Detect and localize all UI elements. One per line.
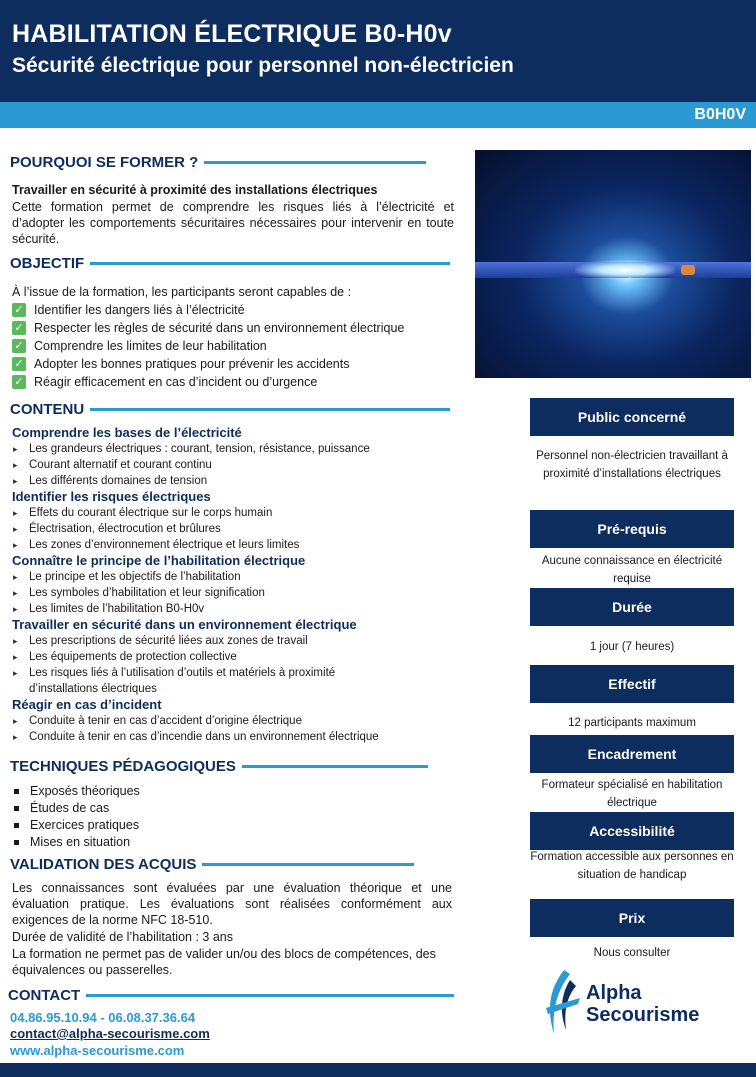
section-validation-label: VALIDATION DES ACQUIS	[10, 856, 197, 873]
section-rule	[202, 863, 414, 866]
contact-phones[interactable]: 04.86.95.10.94 - 06.08.37.36.64	[10, 1010, 196, 1025]
list-item: ▸ Conduite à tenir en cas d’incendie dans un environnement électrique	[12, 729, 462, 745]
contact-email-link[interactable]: contact@alpha-secourisme.com	[10, 1026, 210, 1041]
section-rule	[86, 994, 454, 997]
list-item: Études de cas	[12, 800, 140, 817]
list-item: ▸ Les zones d’environnement électrique et leurs limites	[12, 537, 462, 553]
alpha-logo	[540, 968, 730, 1038]
page-title: HABILITATION ÉLECTRIQUE B0-H0v	[12, 20, 452, 48]
validation-duration: Durée de validité de l’habilitation : 3 ans	[12, 930, 233, 944]
copper-end	[681, 265, 695, 275]
list-item: ▸ Le principe et les objectifs de l’habilitation	[12, 569, 462, 585]
list-item: Exposés théoriques	[12, 783, 140, 800]
spark-glow	[575, 260, 675, 280]
objectif-list	[12, 301, 404, 391]
section-contact-label: CONTACT	[8, 987, 81, 1004]
contenu-group-title: Identifier les risques électriques	[12, 489, 211, 504]
list-item: ▸ Électrisation, électrocution et brûlures	[12, 521, 462, 537]
list-item: ▸ Les différents domaines de tension	[12, 473, 462, 489]
prix-text: Nous consulter	[593, 947, 671, 959]
logo-name	[586, 982, 699, 1026]
validation-text: Les connaissances sont évaluées par une évaluation théorique et une évaluation pratique. Les évaluations sont réalisées conformément aux exigences de la norme NFC 18-510.	[12, 881, 452, 927]
section-techniques-label: TECHNIQUES PÉDAGOGIQUES	[10, 758, 236, 775]
list-item: ▸ Courant alternatif et courant continu	[12, 457, 462, 473]
list-item: ▸ Les risques liés à l’utilisation d’outils et matériels à proximité d’installations électriques	[12, 665, 382, 697]
list-item: ▸ Effets du courant électrique sur le corps humain	[12, 505, 462, 521]
section-rule	[90, 262, 450, 265]
prereq-title: Pré-requis	[530, 510, 734, 548]
logo-line-1: Alpha	[586, 982, 642, 1004]
list-item: ✓ Réagir efficacement en cas d’incident ou d’urgence	[12, 373, 404, 391]
section-contact-title	[8, 987, 454, 1004]
contact-website-link[interactable]: www.alpha-secourisme.com	[10, 1043, 185, 1058]
section-validation-title	[10, 856, 414, 873]
code-band	[0, 102, 756, 128]
section-contenu-label: CONTENU	[10, 401, 85, 418]
check-icon: ✓	[12, 375, 26, 389]
contenu-body	[12, 425, 462, 745]
section-contenu-title	[10, 401, 450, 418]
effectif-text: 12 participants maximum	[568, 717, 696, 729]
list-item: ▸ Les prescriptions de sécurité liées aux zones de travail	[12, 633, 462, 649]
accessibilite-text: Formation accessible aux personnes en situation de handicap	[530, 851, 734, 881]
list-item: ▸ Conduite à tenir en cas d’accident d’origine électrique	[12, 713, 462, 729]
duree-text: 1 jour (7 heures)	[589, 641, 675, 653]
effectif-title: Effectif	[530, 665, 734, 703]
page-subtitle: Sécurité électrique pour personnel non-électricien	[12, 54, 514, 77]
list-item: ▸ Les grandeurs électriques : courant, tension, résistance, puissance	[12, 441, 462, 457]
section-objectif-label: OBJECTIF	[10, 255, 85, 272]
pourquoi-text: Cette formation permet de comprendre les risques liés à l’électricité et d’adopter les comportements sécuritaires nécessaires pour intervenir en toute sécurité.	[12, 200, 454, 246]
list-item: ▸ Les symboles d’habilitation et leur signification	[12, 585, 462, 601]
validation-note: La formation ne permet pas de valider un/ou des blocs de compétences, des équivalences ou passerelles.	[12, 947, 436, 977]
encadrement-title: Encadrement	[530, 735, 734, 773]
check-icon: ✓	[12, 303, 26, 317]
course-code: B0H0V	[694, 106, 746, 123]
section-rule	[242, 765, 428, 768]
contenu-group-title: Travailler en sécurité dans un environnement électrique	[12, 617, 357, 632]
contenu-group-title: Réagir en cas d’incident	[12, 697, 162, 712]
list-item: ✓ Adopter les bonnes pratiques pour prévenir les accidents	[12, 355, 404, 373]
section-pourquoi-title	[10, 154, 426, 171]
check-icon: ✓	[12, 321, 26, 335]
alpha-logo-icon	[540, 968, 584, 1036]
section-rule	[90, 408, 450, 411]
prereq-text: Aucune connaissance en électricité requise	[541, 555, 723, 585]
duree-title: Durée	[530, 588, 734, 626]
prix-title: Prix	[530, 899, 734, 937]
list-item: ▸ Les limites de l’habilitation B0-H0v	[12, 601, 462, 617]
list-item: ✓ Comprendre les limites de leur habilitation	[12, 337, 404, 355]
list-item: ✓ Respecter les règles de sécurité dans un environnement électrique	[12, 319, 404, 337]
check-icon: ✓	[12, 357, 26, 371]
contenu-group-title: Comprendre les bases de l’électricité	[12, 425, 242, 440]
section-pourquoi-label: POURQUOI SE FORMER ?	[10, 154, 199, 171]
public-text: Personnel non-électricien travaillant à proximité d’installations électriques	[536, 450, 728, 480]
footer-band	[0, 1063, 756, 1077]
list-item: Exercices pratiques	[12, 817, 140, 834]
list-item: ▸ Les équipements de protection collective	[12, 649, 462, 665]
section-objectif-title	[10, 255, 450, 272]
section-techniques-title	[10, 758, 428, 775]
section-rule	[204, 161, 426, 164]
header-banner	[0, 0, 756, 102]
list-item: ✓ Identifier les dangers liés à l’électricité	[12, 301, 404, 319]
accessibilite-title: Accessibilité	[530, 812, 734, 850]
pourquoi-lead: Travailler en sécurité à proximité des installations électriques	[12, 183, 378, 197]
techniques-list	[12, 783, 140, 851]
list-item: Mises en situation	[12, 834, 140, 851]
electric-spark-photo	[475, 150, 751, 378]
objectif-intro: À l’issue de la formation, les participants seront capables de :	[12, 285, 352, 299]
logo-line-2: Secourisme	[586, 1004, 700, 1026]
public-title: Public concerné	[530, 398, 734, 436]
contenu-group-title: Connaître le principe de l’habilitation électrique	[12, 553, 306, 568]
check-icon: ✓	[12, 339, 26, 353]
encadrement-text: Formateur spécialisé en habilitation électrique	[541, 779, 723, 809]
